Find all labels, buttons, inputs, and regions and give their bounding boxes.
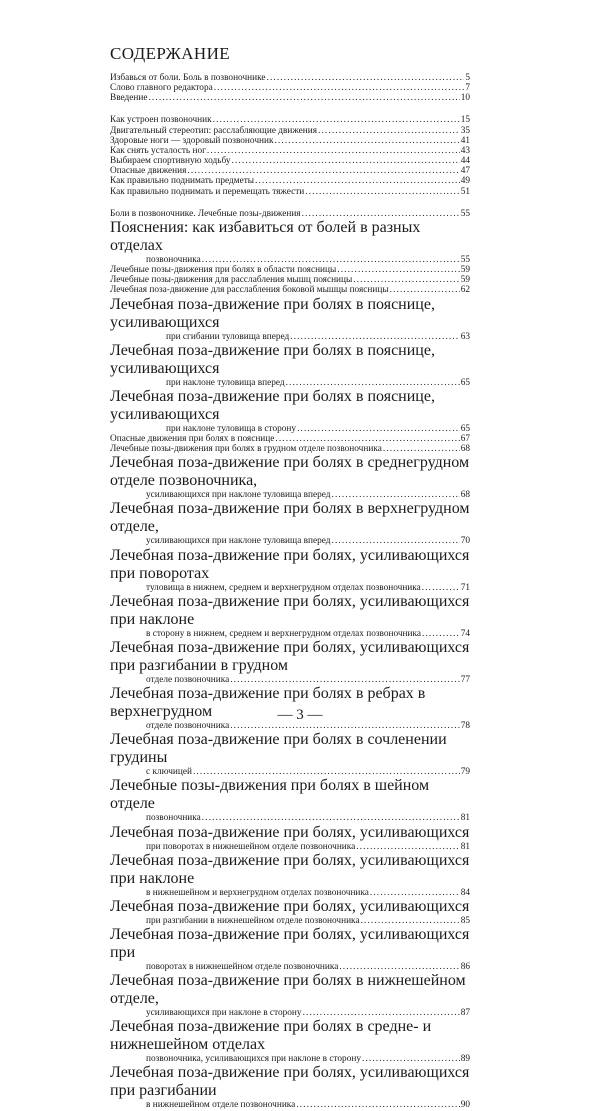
toc-entry: в нижнешейном отделе позвоночника . . . 90 xyxy=(110,1100,470,1110)
toc-entry: усиливающихся при наклоне туловища вперед . . . 70 xyxy=(110,536,470,546)
toc-entry-line: Лечебная поза-движение при болях в пояснице, усиливающихся xyxy=(110,341,435,377)
toc-entry: при сгибании туловища вперед . . . 63 xyxy=(110,332,470,342)
toc-entry-line: Лечебная поза-движение при болях в пояснице, усиливающихся xyxy=(110,295,435,331)
toc-entry: Введение . . . 10 xyxy=(110,93,470,103)
toc-entry: Боли в позвоночнике. Лечебные позы-движения . . . 55 xyxy=(110,209,470,219)
toc-entry: туловища в нижнем, среднем и верхнегрудном отделах позвоночника . . . 71 xyxy=(110,583,470,593)
toc-entry-line: Лечебная поза-движение при болях в нижнешейном отделе, xyxy=(110,972,466,1008)
table-of-contents xyxy=(110,73,470,1111)
toc-entry: Лечебные позы-движения для расслабления мышц поясницы . . . 59 xyxy=(110,275,470,285)
toc-entry-line: Лечебная поза-движение при болях, усиливающихся xyxy=(110,897,470,915)
toc-entry-line: Лечебная поза-движение при болях в верхнегрудном отделе, xyxy=(110,500,470,536)
toc-entry: Здоровые ноги — здоровый позвоночник . . . 41 xyxy=(110,136,470,146)
toc-entry-line: Лечебные позы-движения при болях в шейном отделе xyxy=(110,777,430,813)
toc-entry-line: Лечебная поза-движение при болях в средне- и нижнешейном отделах xyxy=(110,1018,432,1054)
toc-entry-line: Лечебная поза-движение при болях, усиливающихся xyxy=(110,823,470,841)
toc-entry: Слово главного редактора . . . 7 xyxy=(110,83,470,93)
toc-entry: в нижнешейном и верхнегрудном отделах позвоночника . . . 84 xyxy=(110,888,470,898)
toc-entry: Лечебная поза-движение для расслабления боковой мышцы поясницы . . . 62 xyxy=(110,285,470,295)
toc-entry: Как правильно поднимать и перемещать тяжести . . . 51 xyxy=(110,187,470,197)
toc-entry-line: Лечебная поза-движение при болях, усиливающихся при xyxy=(110,926,470,961)
toc-entry: в сторону в нижнем, среднем и верхнегрудном отделах позвоночника . . . 74 xyxy=(110,629,470,639)
toc-entry: Двигательный стереотип: расслабляющие движения . . . 35 xyxy=(110,126,470,136)
toc-entry-line: Лечебная поза-движение при болях, усиливающихся при разгибании в грудном xyxy=(110,638,470,674)
toc-entry: при наклоне туловища вперед . . . 65 xyxy=(110,378,470,388)
toc-entry: Как снять усталость ног . . . 43 xyxy=(110,146,470,156)
toc-entry: Лечебные позы-движения при болях в области поясницы . . . 59 xyxy=(110,265,470,275)
toc-entry: отделе позвоночника . . . 78 xyxy=(110,721,470,731)
toc-entry: позвоночника, усиливающихся при наклоне в сторону . . . 89 xyxy=(110,1054,470,1064)
page-title: СОДЕРЖАНИЕ xyxy=(110,44,231,63)
toc-entry-line: Лечебная поза-движение при болях в ребрах в верхнегрудном xyxy=(110,685,426,721)
toc-entry-line: Пояснения: как избавиться от болей в разных отделах xyxy=(110,218,421,254)
toc-entry: Как устроен позвоночник . . . 15 xyxy=(110,115,470,125)
page-number: — 3 — xyxy=(277,707,323,723)
toc-entry: с ключицей . . . 79 xyxy=(110,767,470,777)
toc-entry: Как правильно поднимать предметы . . . 49 xyxy=(110,176,470,186)
toc-entry: Опасные движения . . . 47 xyxy=(110,166,470,176)
toc-entry: усиливающихся при наклоне в сторону . . . 87 xyxy=(110,1008,470,1018)
toc-entry: Опасные движения при болях в пояснице . . . 67 xyxy=(110,434,470,444)
toc-entry: усиливающихся при наклоне туловища вперед . . . 68 xyxy=(110,490,470,500)
toc-entry: Избавься от боли. Боль в позвоночнике . . . 5 xyxy=(110,73,470,83)
toc-entry-line: Лечебная поза-движение при болях в среднегрудном отделе позвоночника, xyxy=(110,454,470,490)
toc-entry: Выбираем спортивную ходьбу . . . 44 xyxy=(110,156,470,166)
toc-entry: при поворотах в нижнешейном отделе позвоночника . . . 81 xyxy=(110,842,470,852)
toc-entry-line: Лечебная поза-движение при болях в пояснице, усиливающихся xyxy=(110,387,435,423)
toc-entry-line: Лечебная поза-движение при болях, усиливающихся при поворотах xyxy=(110,546,470,582)
toc-entry: Лечебные позы-движения при болях в грудном отделе позвоночника . . . 68 xyxy=(110,444,470,454)
toc-entry-line: Лечебная поза-движение при болях, усиливающихся при наклоне xyxy=(110,592,470,628)
toc-entry: поворотах в нижнешейном отделе позвоночника . . . 86 xyxy=(110,962,470,972)
toc-entry-line: Лечебная поза-движение при болях, усиливающихся при наклоне xyxy=(110,851,470,887)
toc-entry: при разгибании в нижнешейном отделе позвоночника . . . 85 xyxy=(110,916,470,926)
toc-entry: при наклоне туловища в сторону . . . 65 xyxy=(110,424,470,434)
toc-entry: отделе позвоночника . . . 77 xyxy=(110,675,470,685)
toc-entry-line: Лечебная поза-движение при болях, усиливающихся при разгибании xyxy=(110,1064,470,1100)
toc-entry-line: Лечебная поза-движение при болях в сочленении грудины xyxy=(110,731,447,767)
toc-entry: позвоночника . . . 81 xyxy=(110,813,470,823)
toc-entry: позвоночника . . . 55 xyxy=(110,255,470,265)
